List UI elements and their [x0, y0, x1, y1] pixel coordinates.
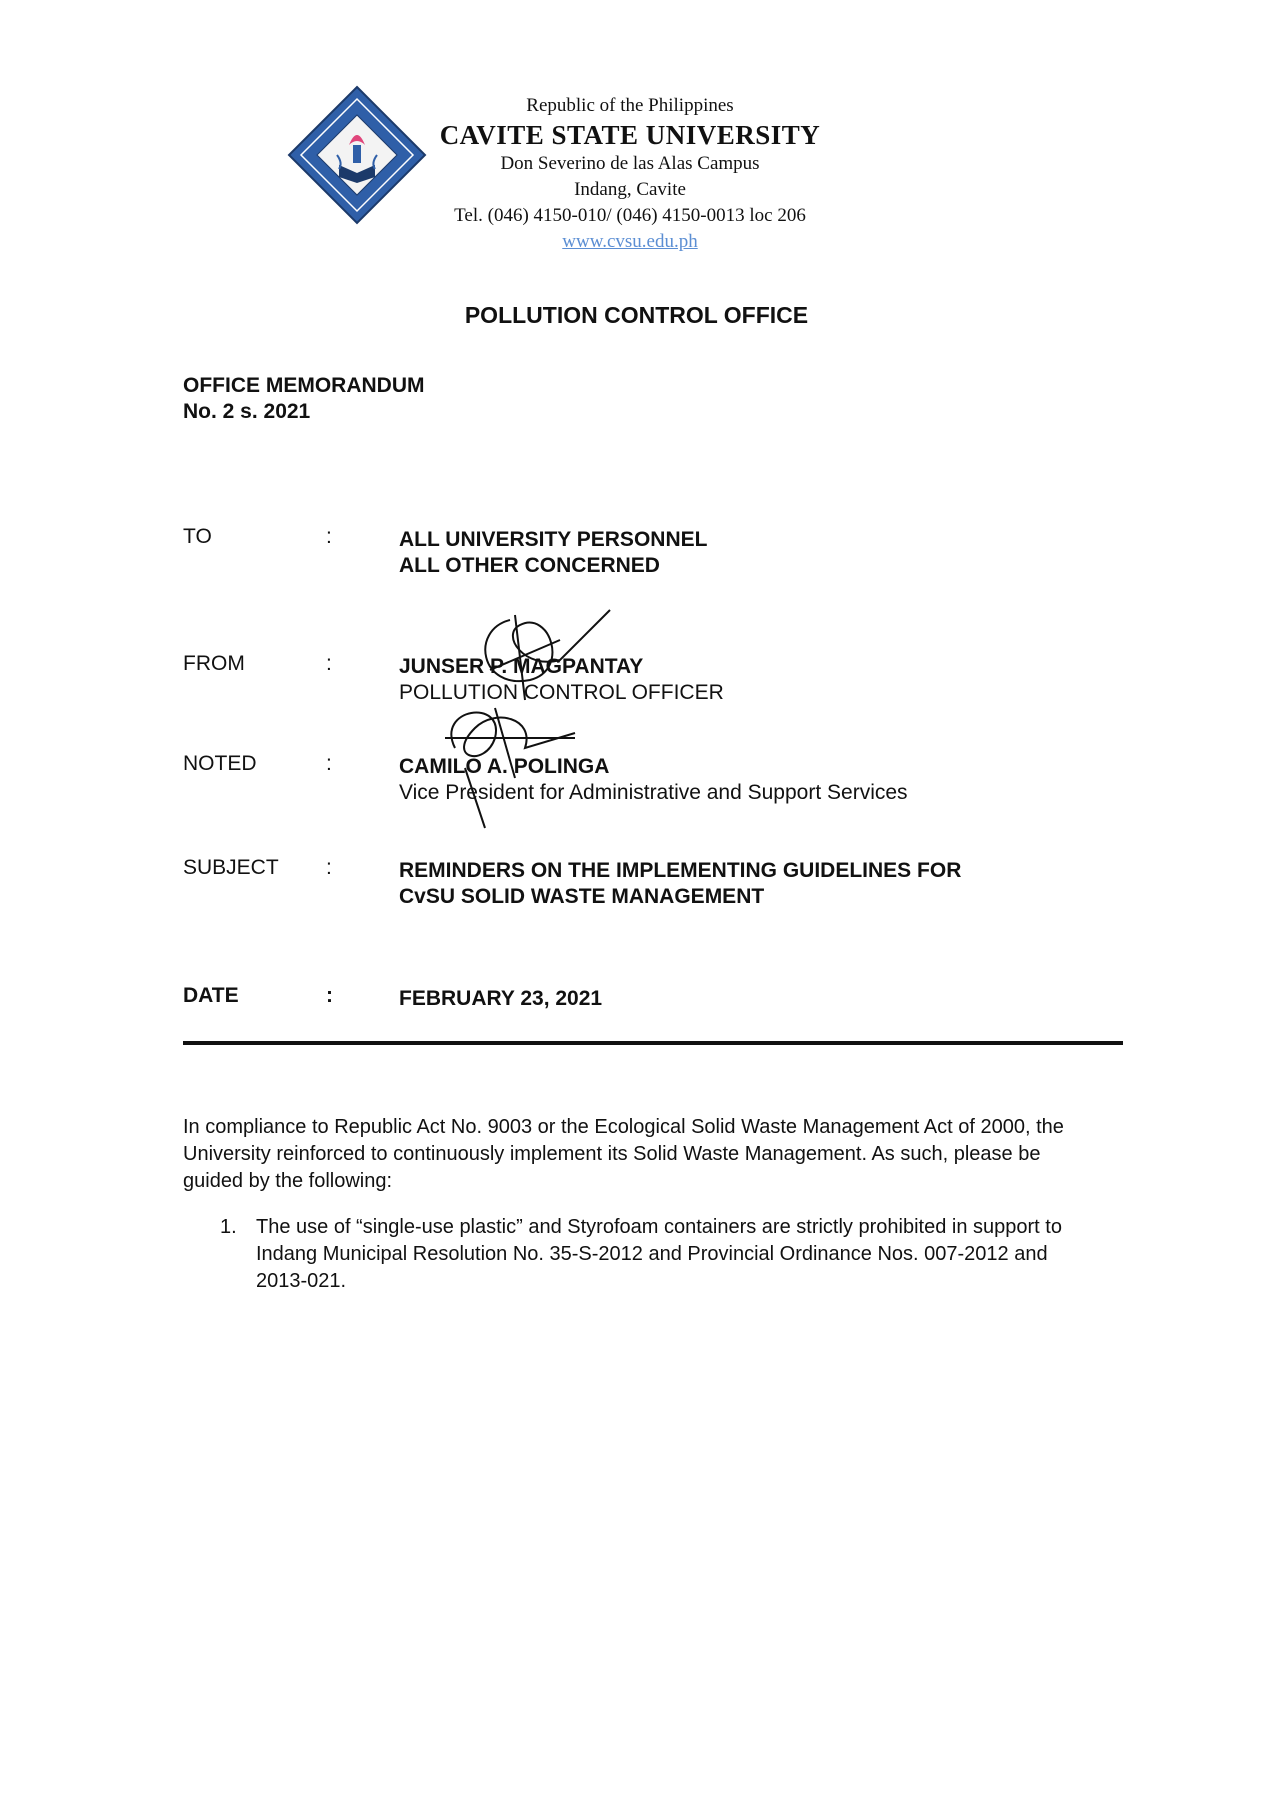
subject-colon: :: [326, 856, 332, 879]
date-value: FEBRUARY 23, 2021: [399, 987, 603, 1010]
noted-label: NOTED: [183, 752, 257, 775]
memo-heading: [183, 373, 424, 425]
from-label: FROM: [183, 652, 245, 675]
from-colon: :: [326, 652, 332, 675]
from-name: JUNSER P. MAGPANTAY: [399, 655, 644, 678]
office-title: POLLUTION CONTROL OFFICE: [464, 302, 809, 328]
telephone-line: Tel. (046) 4150-010/ (046) 4150-0013 loc 206: [454, 205, 806, 226]
memo-type: OFFICE MEMORANDUM: [183, 374, 425, 397]
subject-label: SUBJECT: [183, 856, 279, 879]
location-line: Indang, Cavite: [574, 179, 686, 200]
date-label: DATE: [183, 984, 239, 1007]
subject-line-2: CvSU SOLID WASTE MANAGEMENT: [399, 885, 765, 908]
date-colon: :: [326, 984, 333, 1007]
subject-text: [399, 858, 961, 910]
country-line: Republic of the Philippines: [526, 95, 734, 116]
to-colon: :: [326, 525, 332, 548]
from-title: POLLUTION CONTROL OFFICER: [399, 681, 724, 704]
intro-paragraph: In compliance to Republic Act No. 9003 or the Ecological Solid Waste Management Act of 2000, the University reinforced to continuously implement its Solid Waste Management. As such, please be guided by the following:: [183, 1116, 1064, 1192]
campus-line: Don Severino de las Alas Campus: [500, 153, 760, 174]
university-name: CAVITE STATE UNIVERSITY: [439, 120, 821, 150]
noted-name: CAMILO A. POLINGA: [399, 755, 610, 778]
list-item-number: 1.: [220, 1216, 237, 1238]
signature-icon: [425, 688, 605, 843]
to-recipients: [399, 527, 707, 579]
website-link[interactable]: www.cvsu.edu.ph: [562, 231, 698, 252]
header-divider: [183, 1041, 1123, 1045]
subject-line-1: REMINDERS ON THE IMPLEMENTING GUIDELINES FOR: [399, 859, 962, 882]
memo-number: No. 2 s. 2021: [183, 400, 311, 423]
to-label: TO: [183, 525, 212, 548]
noted-title: Vice President for Administrative and Support Services: [399, 781, 908, 804]
to-line-2: ALL OTHER CONCERNED: [399, 554, 660, 577]
letterhead: [380, 93, 880, 255]
to-line-1: ALL UNIVERSITY PERSONNEL: [399, 528, 708, 551]
noted-colon: :: [326, 752, 332, 775]
list-item-text: The use of “single-use plastic” and Styrofoam containers are strictly prohibited in support to Indang Municipal Resolution No. 35-S-2012 and Provincial Ordinance Nos. 007-2012 and 2013-021.: [256, 1216, 1062, 1292]
